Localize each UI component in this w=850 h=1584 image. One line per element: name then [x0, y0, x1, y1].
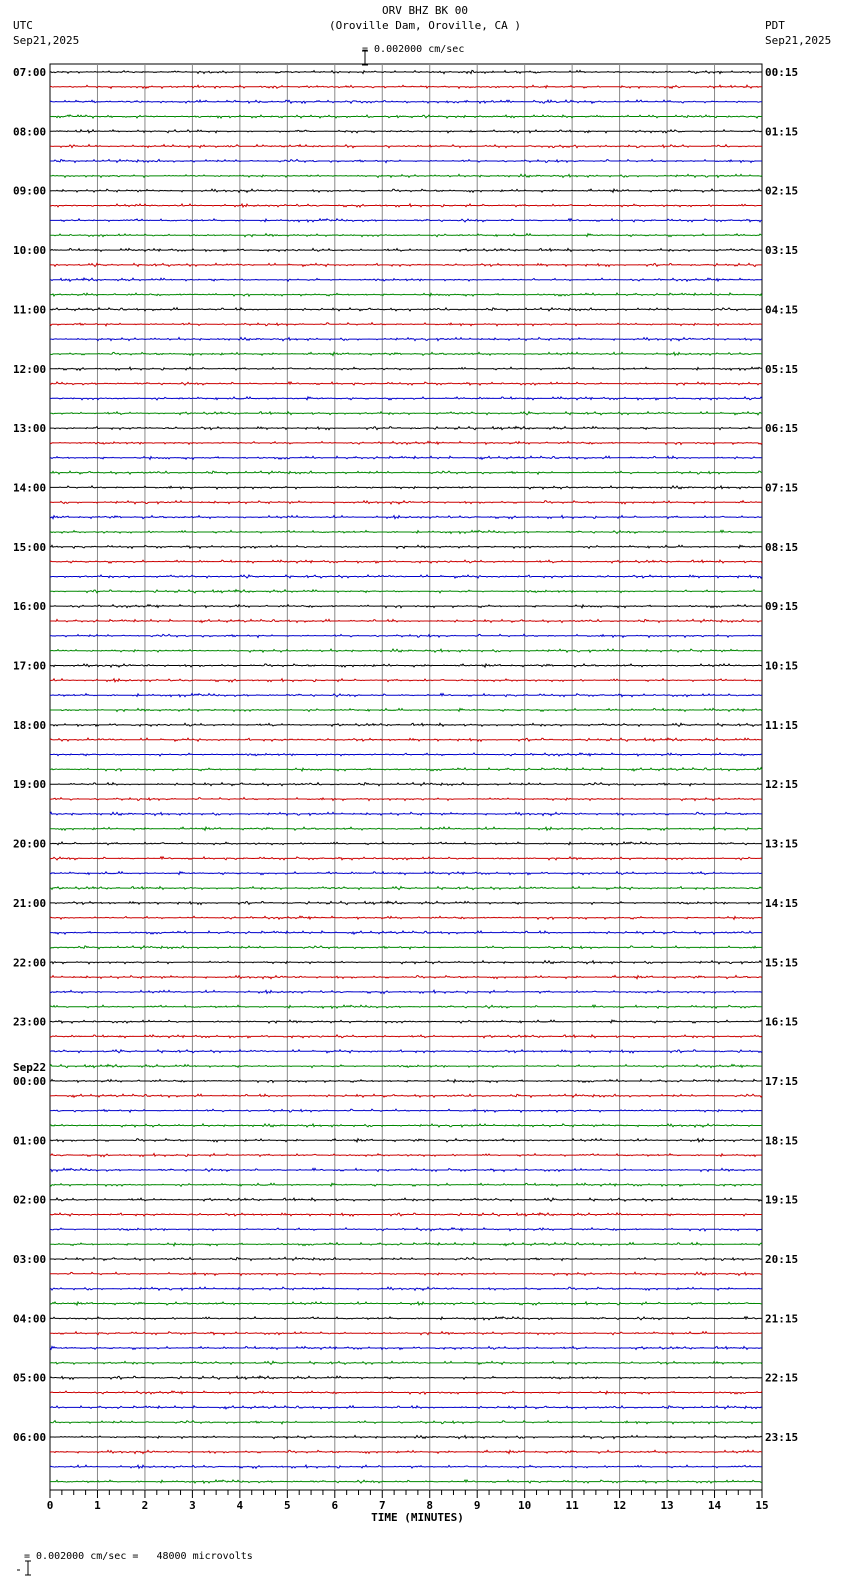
seismic-trace [50, 857, 762, 860]
pdt-hour-label: 17:15 [765, 1074, 799, 1088]
seismic-trace [50, 382, 762, 385]
seismic-trace [50, 1465, 762, 1468]
seismic-trace [50, 916, 762, 919]
seismic-trace [50, 85, 762, 88]
seismic-trace [50, 649, 762, 652]
x-tick-label: 5 [284, 1499, 291, 1512]
utc-hour-label: 15:00 [13, 540, 47, 554]
seismic-trace [50, 679, 762, 682]
utc-hour-label: 00:00 [13, 1074, 47, 1088]
seismic-trace [50, 516, 762, 519]
seismic-trace [50, 694, 762, 697]
x-tick-label: 14 [707, 1499, 722, 1512]
pdt-hour-label: 15:15 [765, 956, 799, 970]
seismic-trace [50, 827, 762, 830]
seismic-trace [50, 174, 762, 177]
utc-hour-label: 12:00 [13, 362, 47, 376]
seismic-trace [50, 1347, 762, 1350]
seismic-trace [50, 1139, 762, 1142]
seismic-trace [50, 605, 762, 608]
seismic-trace [50, 204, 762, 207]
plot-frame [50, 64, 762, 1490]
seismic-trace [50, 738, 762, 741]
seismic-trace [50, 471, 762, 474]
seismic-trace [50, 590, 762, 593]
seismic-trace [50, 441, 762, 444]
seismic-trace [50, 293, 762, 296]
utc-hour-label: 02:00 [13, 1193, 47, 1207]
utc-hour-label: 17:00 [13, 659, 47, 673]
seismic-trace [50, 1361, 762, 1364]
utc-hour-label: 10:00 [13, 244, 47, 258]
scale-bar-icon [347, 37, 357, 53]
seismic-trace [50, 1376, 762, 1379]
utc-hour-label: 09:00 [13, 184, 47, 198]
utc-hour-label: 22:00 [13, 956, 47, 970]
seismic-trace [50, 323, 762, 326]
pdt-hour-label: 18:15 [765, 1134, 799, 1148]
right-timezone: PDT [765, 19, 785, 32]
pdt-hour-label: 07:15 [765, 481, 799, 495]
x-tick-label: 9 [473, 1499, 481, 1512]
seismic-trace [50, 753, 762, 756]
seismic-trace [50, 397, 762, 400]
seismic-trace [50, 1243, 762, 1246]
utc-hour-label: 14:00 [13, 481, 47, 495]
seismic-trace [50, 70, 762, 73]
pdt-hour-label: 14:15 [765, 896, 799, 910]
x-tick-label: 15 [755, 1499, 769, 1512]
seismic-trace [50, 976, 762, 979]
x-tick-label: 10 [518, 1499, 532, 1512]
utc-hour-label: 04:00 [13, 1312, 47, 1326]
seismic-trace [50, 946, 762, 949]
pdt-hour-label: 02:15 [765, 184, 799, 198]
seismic-trace [50, 619, 762, 622]
seismic-trace [50, 1450, 762, 1453]
seismic-trace [50, 1079, 762, 1082]
seismic-trace [50, 1332, 762, 1335]
utc-hour-label: 01:00 [13, 1134, 47, 1148]
seismic-trace [50, 308, 762, 311]
utc-hour-label: 20:00 [13, 837, 47, 851]
x-tick-label: 1 [94, 1499, 101, 1512]
seismic-trace [50, 427, 762, 430]
x-tick-label: 4 [236, 1499, 244, 1512]
seismic-trace [50, 798, 762, 801]
seismic-trace [50, 1035, 762, 1038]
seismic-trace [50, 1154, 762, 1157]
seismic-trace [50, 160, 762, 163]
seismic-trace [50, 1317, 762, 1320]
utc-hour-label: 13:00 [13, 422, 47, 436]
seismic-trace [50, 115, 762, 118]
x-tick-label: 2 [141, 1499, 149, 1512]
seismic-trace [50, 1257, 762, 1260]
pdt-hour-label: 10:15 [765, 659, 799, 673]
seismic-trace [50, 278, 762, 281]
pdt-hour-label: 00:15 [765, 66, 799, 79]
utc-hour-label: 06:00 [13, 1431, 47, 1445]
pdt-hour-label: 12:15 [765, 778, 799, 792]
seismic-trace [50, 1480, 762, 1483]
seismic-trace [50, 1183, 762, 1186]
seismic-trace [50, 501, 762, 504]
seismic-trace [50, 219, 762, 222]
pdt-hour-label: 23:15 [765, 1431, 799, 1445]
seismic-trace [50, 1109, 762, 1112]
seismic-trace [50, 1168, 762, 1171]
seismic-trace [50, 812, 762, 815]
pdt-hour-label: 11:15 [765, 718, 799, 732]
seismic-trace [50, 352, 762, 355]
left-date: Sep21,2025 [13, 34, 80, 47]
seismic-trace [50, 1406, 762, 1409]
seismic-trace [50, 560, 762, 563]
seismic-trace [50, 1302, 762, 1305]
seismic-trace [50, 412, 762, 415]
seismic-trace [50, 1228, 762, 1231]
seismic-trace [50, 1272, 762, 1275]
footer-scale-text: = 0.002000 cm/sec = 48000 microvolts [24, 1551, 253, 1562]
utc-hour-label: 05:00 [13, 1371, 47, 1385]
seismic-trace [50, 1198, 762, 1201]
seismic-trace [50, 130, 762, 133]
seismic-trace [50, 887, 762, 890]
utc-hour-label: 11:00 [13, 303, 47, 317]
seismic-trace [50, 456, 762, 459]
pdt-hour-label: 04:15 [765, 303, 799, 317]
seismic-trace [50, 263, 762, 266]
station-location: (Oroville Dam, Oroville, CA ) [328, 19, 522, 32]
seismic-trace [50, 545, 762, 548]
pdt-hour-label: 13:15 [765, 837, 799, 851]
x-axis-label: TIME (MINUTES) [371, 1511, 464, 1524]
x-tick-label: 11 [565, 1499, 579, 1512]
seismic-trace [50, 145, 762, 148]
seismic-trace [50, 1020, 762, 1023]
utc-hour-label: 16:00 [13, 600, 47, 614]
utc-hour-label: 23:00 [13, 1015, 47, 1029]
seismic-trace [50, 1213, 762, 1216]
seismic-trace [50, 100, 762, 103]
seismic-trace [50, 1065, 762, 1068]
pdt-hour-label: 22:15 [765, 1371, 799, 1385]
utc-hour-label: 03:00 [13, 1253, 47, 1266]
seismic-trace [50, 783, 762, 786]
seismic-trace [50, 723, 762, 726]
right-date: Sep21,2025 [765, 34, 832, 47]
seismic-trace [50, 708, 762, 711]
pdt-hour-label: 03:15 [765, 244, 799, 258]
left-timezone: UTC [13, 19, 33, 32]
utc-hour-label: 21:00 [13, 896, 47, 910]
x-tick-label: 12 [612, 1499, 627, 1512]
footer-marker-icon [2, 1547, 22, 1563]
x-tick-label: 13 [660, 1499, 674, 1512]
seismic-trace [50, 1391, 762, 1394]
pdt-hour-label: 08:15 [765, 540, 799, 554]
x-tick-label: 8 [426, 1499, 434, 1512]
seismic-trace [50, 961, 762, 964]
utc-hour-label: 07:00 [13, 66, 47, 79]
seismic-trace [50, 990, 762, 993]
seismic-trace [50, 1436, 762, 1439]
seismic-trace [50, 664, 762, 667]
seismic-trace [50, 367, 762, 370]
pdt-hour-label: 19:15 [765, 1193, 799, 1207]
seismic-trace [50, 842, 762, 845]
pdt-hour-label: 09:15 [765, 600, 799, 614]
seismic-trace [50, 338, 762, 341]
seismic-trace [50, 189, 762, 192]
pdt-hour-label: 06:15 [765, 422, 799, 436]
seismic-trace [50, 1005, 762, 1008]
seismic-trace [50, 768, 762, 771]
seismic-trace [50, 249, 762, 252]
x-tick-label: 3 [189, 1499, 196, 1512]
x-tick-label: 6 [331, 1499, 339, 1512]
seismic-trace [50, 634, 762, 637]
seismic-trace [50, 872, 762, 875]
pdt-hour-label: 21:15 [765, 1312, 799, 1326]
x-tick-label: 7 [378, 1499, 386, 1512]
seismic-trace [50, 1124, 762, 1127]
seismic-trace [50, 901, 762, 904]
seismic-trace [50, 1094, 762, 1097]
x-tick-label: 0 [46, 1499, 54, 1512]
utc-hour-label: 19:00 [13, 778, 47, 792]
pdt-hour-label: 20:15 [765, 1253, 799, 1266]
seismic-trace [50, 530, 762, 533]
scale-text: = 0.002000 cm/sec [362, 44, 465, 55]
utc-hour-label: 08:00 [13, 125, 47, 139]
seismic-trace [50, 931, 762, 934]
pdt-hour-label: 16:15 [765, 1015, 799, 1029]
seismic-trace [50, 575, 762, 578]
seismic-trace [50, 486, 762, 489]
utc-hour-label: 18:00 [13, 718, 47, 732]
station-title: ORV BHZ BK 00 [381, 4, 469, 17]
seismic-trace [50, 1287, 762, 1290]
seismic-trace [50, 234, 762, 237]
pdt-hour-label: 01:15 [765, 125, 799, 139]
date-change-label: Sep22 [13, 1060, 47, 1074]
seismic-trace [50, 1421, 762, 1424]
pdt-hour-label: 05:15 [765, 362, 799, 376]
seismic-trace [50, 1050, 762, 1053]
